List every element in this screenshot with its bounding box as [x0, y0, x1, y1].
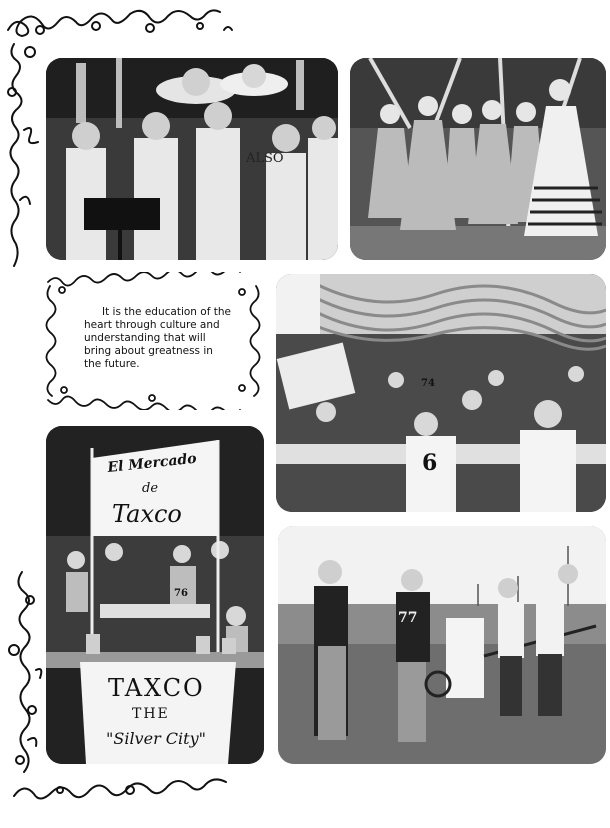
- shirt-number-76: 76: [174, 588, 188, 599]
- shirt-number-74: 74: [421, 378, 435, 389]
- sign-line-3: Taxco: [112, 500, 182, 528]
- photo-dining-hall: [276, 274, 606, 512]
- banner-line-1: TAXCO: [108, 674, 205, 702]
- sign-line-1: El Mercado: [106, 450, 198, 476]
- photo-mercado-booth: [46, 426, 264, 764]
- banner-line-2: THE: [132, 706, 170, 722]
- sweater-letters: ALSO: [246, 151, 284, 166]
- caption-text: It is the education of the heart through culture and understanding that will bring about greatness in the future.: [84, 306, 231, 370]
- photo-outdoor-cart-race: [278, 526, 606, 764]
- shirt-number-6: 6: [422, 450, 438, 476]
- shirt-number-77: 77: [398, 610, 418, 626]
- caption-frame: [42, 272, 264, 410]
- photo-band-sombreros: [46, 58, 338, 260]
- sign-line-2: de: [142, 481, 159, 496]
- banner-line-3: "Silver City": [106, 729, 206, 748]
- photo-dancers-skirts: [350, 58, 606, 260]
